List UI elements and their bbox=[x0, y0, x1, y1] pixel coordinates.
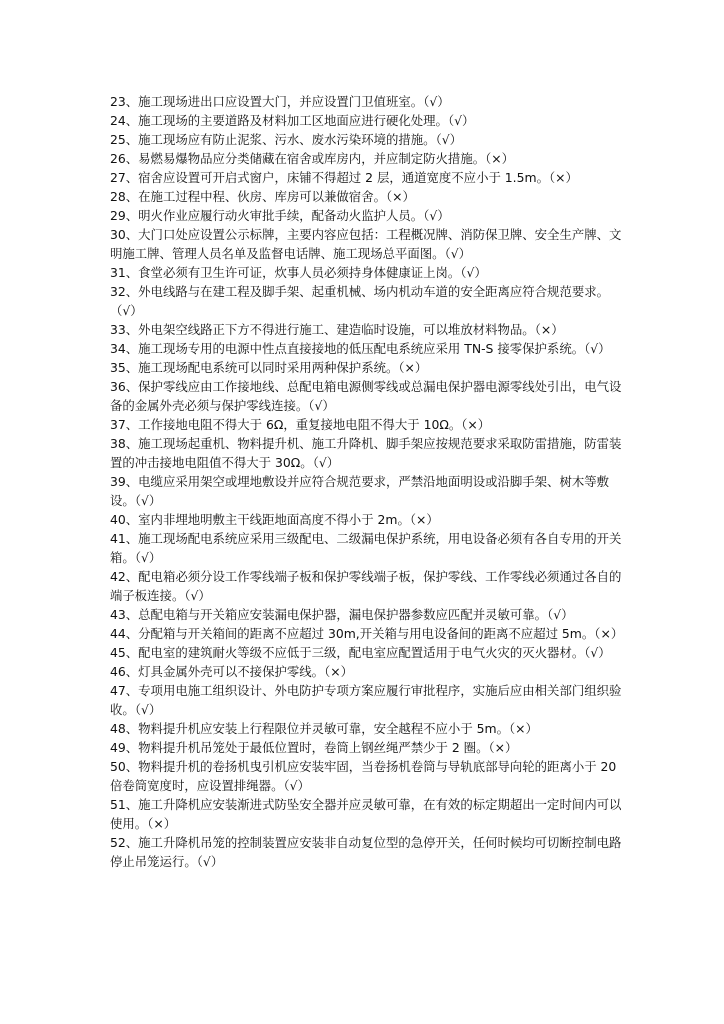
question-37: 37、工作接地电阻不得大于 6Ω，重复接地电阻不得大于 10Ω。（×） bbox=[110, 417, 491, 432]
question-47: 47、专项用电施工组织设计、外电防护专项方案应履行审批程序，实施后应由相关部门组织验收。（√） bbox=[110, 683, 622, 717]
question-25: 25、施工现场应有防止泥浆、污水、废水污染环境的措施。（√） bbox=[110, 132, 463, 147]
question-45: 45、配电室的建筑耐火等级不应低于三级，配电室应配置适用于电气火灾的灭火器材。（√） bbox=[110, 645, 611, 660]
question-50: 50、物料提升机的卷扬机曳引机应安装牢固，当卷扬机卷筒与导轨底部导向轮的距离小于 20 倍卷筒宽度时，应设置排绳器。（√） bbox=[110, 759, 617, 793]
question-30: 30、大门口处应设置公示标牌，主要内容应包括：工程概况牌、消防保卫牌、安全生产牌、文明施工牌、管理人员名单及监督电话牌、施工现场总平面图。（√） bbox=[110, 227, 622, 261]
question-44: 44、分配箱与开关箱间的距离不应超过 30m,开关箱与用电设备间的距离不应超过 5m。（×） bbox=[110, 626, 624, 641]
question-24: 24、施工现场的主要道路及材料加工区地面应进行硬化处理。（√） bbox=[110, 113, 475, 128]
question-34: 34、施工现场专用的电源中性点直接接地的低压配电系统应采用 TN-S 接零保护系统。（√） bbox=[110, 341, 611, 356]
question-51: 51、施工升降机应安装渐进式防坠安全器并应灵敏可靠，在有效的标定期超出一定时间内可以使用。（×） bbox=[110, 797, 622, 831]
question-40: 40、室内非埋地明敷主干线距地面高度不得小于 2m。（×） bbox=[110, 512, 439, 527]
question-46: 46、灯具金属外壳可以不接保护零线。（×） bbox=[110, 664, 353, 679]
question-29: 29、明火作业应履行动火审批手续，配备动火监护人员。（√） bbox=[110, 208, 450, 223]
question-52: 52、施工升降机吊笼的控制装置应安装非自动复位型的急停开关，任何时候均可切断控制电路停止吊笼运行。（√） bbox=[110, 835, 622, 869]
question-39: 39、电缆应采用架空或埋地敷设并应符合规范要求，严禁沿地面明设或沿脚手架、树木等敷设。（√） bbox=[110, 474, 610, 508]
question-31: 31、食堂必须有卫生许可证，炊事人员必须持身体健康证上岗。（√） bbox=[110, 265, 487, 280]
question-49: 49、物料提升机吊笼处于最低位置时，卷筒上钢丝绳严禁少于 2 圈。（×） bbox=[110, 740, 518, 755]
question-33: 33、外电架空线路正下方不得进行施工、建造临时设施，可以堆放材料物品。（×） bbox=[110, 322, 564, 337]
question-41: 41、施工现场配电系统应采用三级配电、二级漏电保护系统，用电设备必须有各自专用的开关箱。（√） bbox=[110, 531, 622, 565]
question-43: 43、总配电箱与开关箱应安装漏电保护器，漏电保护器参数应匹配并灵敏可靠。（√） bbox=[110, 607, 574, 622]
question-27: 27、宿舍应设置可开启式窗户，床铺不得超过 2 层，通道宽度不应小于 1.5m。（×） bbox=[110, 170, 578, 185]
question-38: 38、施工现场起重机、物料提升机、施工升降机、脚手架应按规范要求采取防雷措施，防雷装置的冲击接地电阻值不得大于 30Ω。（√） bbox=[110, 436, 622, 470]
question-23: 23、施工现场进出口应设置大门，并应设置门卫值班室。（√） bbox=[110, 94, 450, 109]
question-48: 48、物料提升机应安装上行程限位并灵敏可靠，安全越程不应小于 5m。（×） bbox=[110, 721, 538, 736]
question-26: 26、易燃易爆物品应分类储藏在宿舍或库房内，并应制定防火措施。（×） bbox=[110, 151, 515, 166]
question-35: 35、施工现场配电系统可以同时采用两种保护系统。（×） bbox=[110, 360, 428, 375]
question-36: 36、保护零线应由工作接地线、总配电箱电源侧零线或总漏电保护器电源零线处引出，电气设备的金属外壳必须与保护零线连接。（√） bbox=[110, 379, 622, 413]
document-page bbox=[110, 92, 622, 871]
question-28: 28、在施工过程中程、伙房、库房可以兼做宿舍。（×） bbox=[110, 189, 415, 204]
question-42: 42、配电箱必须分设工作零线端子板和保护零线端子板，保护零线、工作零线必须通过各自的端子板连接。（√） bbox=[110, 569, 622, 603]
question-32: 32、外电线路与在建工程及脚手架、起重机械、场内机动车道的安全距离应符合规范要求。（√） bbox=[110, 284, 610, 318]
